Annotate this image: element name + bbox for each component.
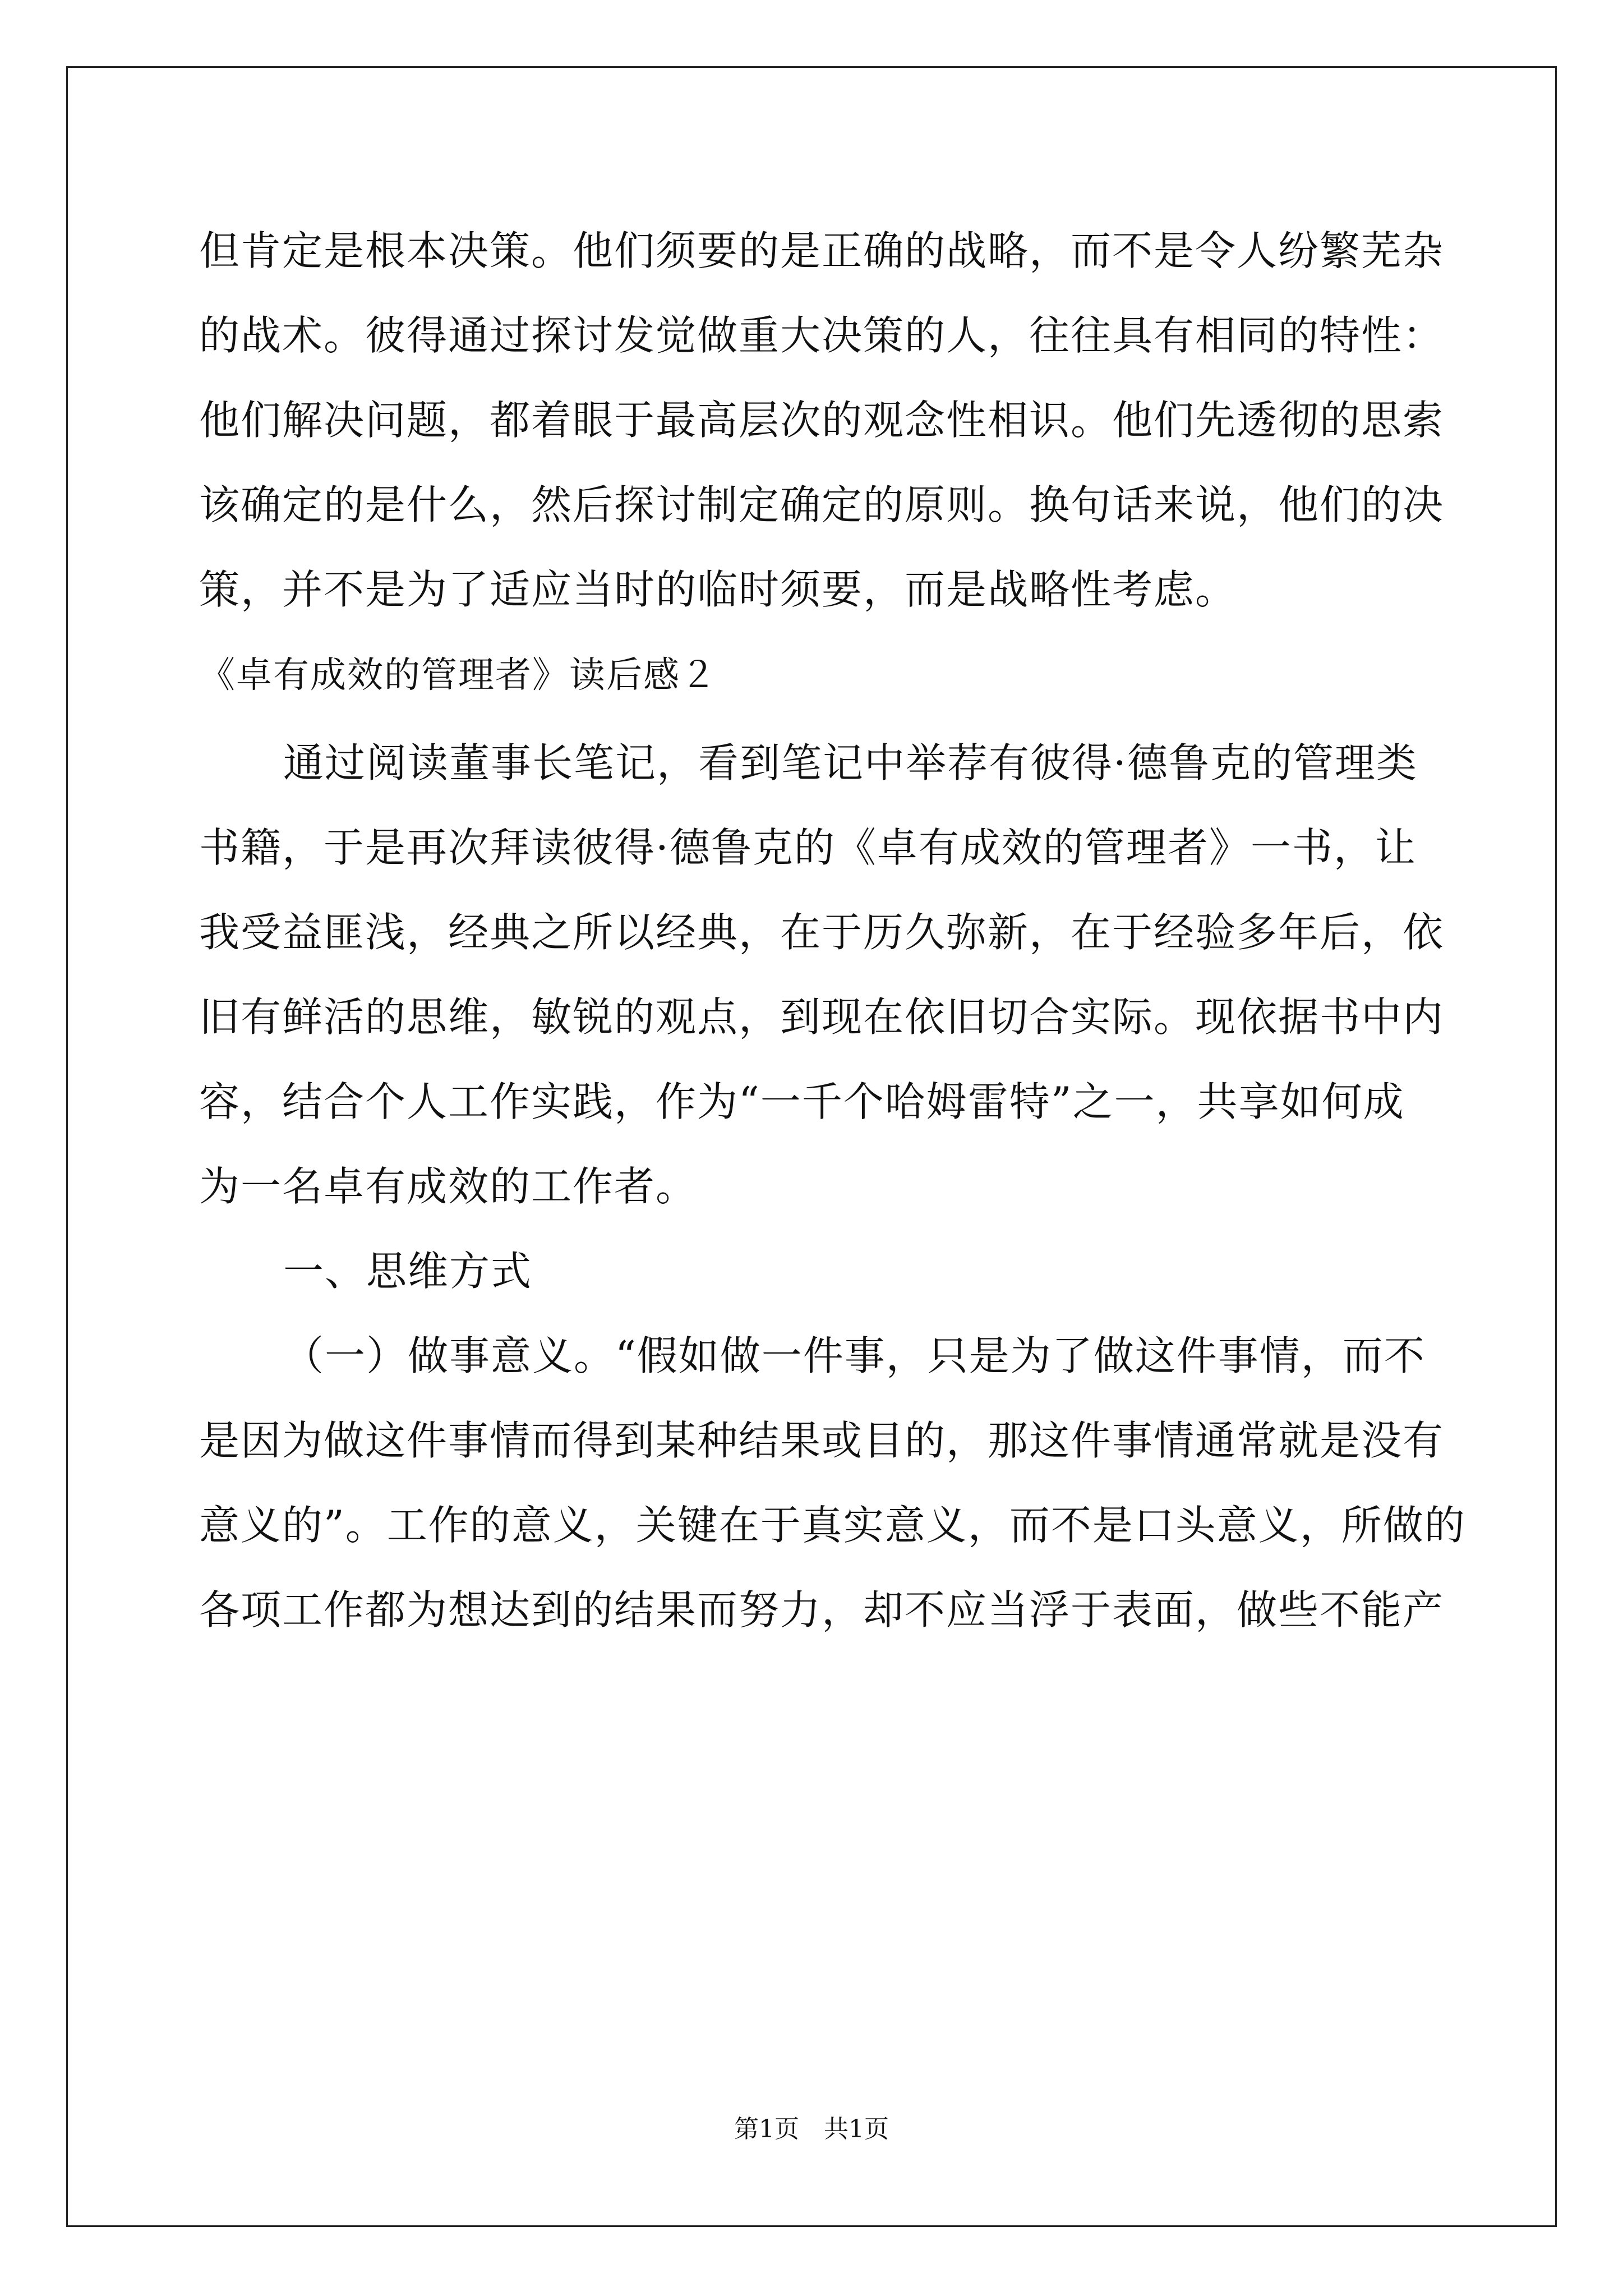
body-line: 的战术。彼得通过探讨发觉做重大决策的人，往往具有相同的特性：	[199, 312, 1445, 359]
page-border	[66, 66, 1557, 2227]
body-line: 策，并不是为了适应当时的临时须要，而是战略性考虑。	[199, 566, 1237, 613]
section-heading: 《卓有成效的管理者》读后感２	[199, 655, 717, 696]
body-line: 容，结合个人工作实践，作为“一千个哈姆雷特”之一，共享如何成	[199, 1078, 1405, 1125]
body-line: 为一名卓有成效的工作者。	[199, 1163, 698, 1210]
body-line: 是因为做这件事情而得到某种结果或目的，那这件事情通常就是没有	[199, 1417, 1445, 1464]
body-line: 书籍，于是再次拜读彼得·德鲁克的《卓有成效的管理者》一书，让	[199, 824, 1417, 871]
body-line: 他们解决问题，都着眼于最高层次的观念性相识。他们先透彻的思索	[199, 397, 1445, 444]
body-line: 通过阅读董事长笔记，看到笔记中举荐有彼得·德鲁克的管理类	[283, 739, 1418, 786]
body-line: 但肯定是根本决策。他们须要的是正确的战略，而不是令人纷繁芜杂	[199, 227, 1445, 274]
body-line: 我受益匪浅，经典之所以经典，在于历久弥新，在于经验多年后，依	[199, 909, 1445, 956]
subsection-heading: 一、思维方式	[283, 1248, 533, 1295]
body-line: 该确定的是什么，然后探讨制定确定的原则。换句话来说，他们的决	[199, 481, 1445, 528]
body-line: 各项工作都为想达到的结果而努力，却不应当浮于表面，做些不能产	[199, 1586, 1445, 1634]
body-line: 意义的”。工作的意义，关键在于真实意义，而不是口头意义，所做的	[199, 1502, 1466, 1549]
page-number: 第1页 共1页	[734, 2115, 889, 2143]
body-line: 旧有鲜活的思维，敏锐的观点，到现在依旧切合实际。现依据书中内	[199, 993, 1445, 1041]
body-line: （一）做事意义。“假如做一件事，只是为了做这件事情，而不	[283, 1332, 1426, 1379]
